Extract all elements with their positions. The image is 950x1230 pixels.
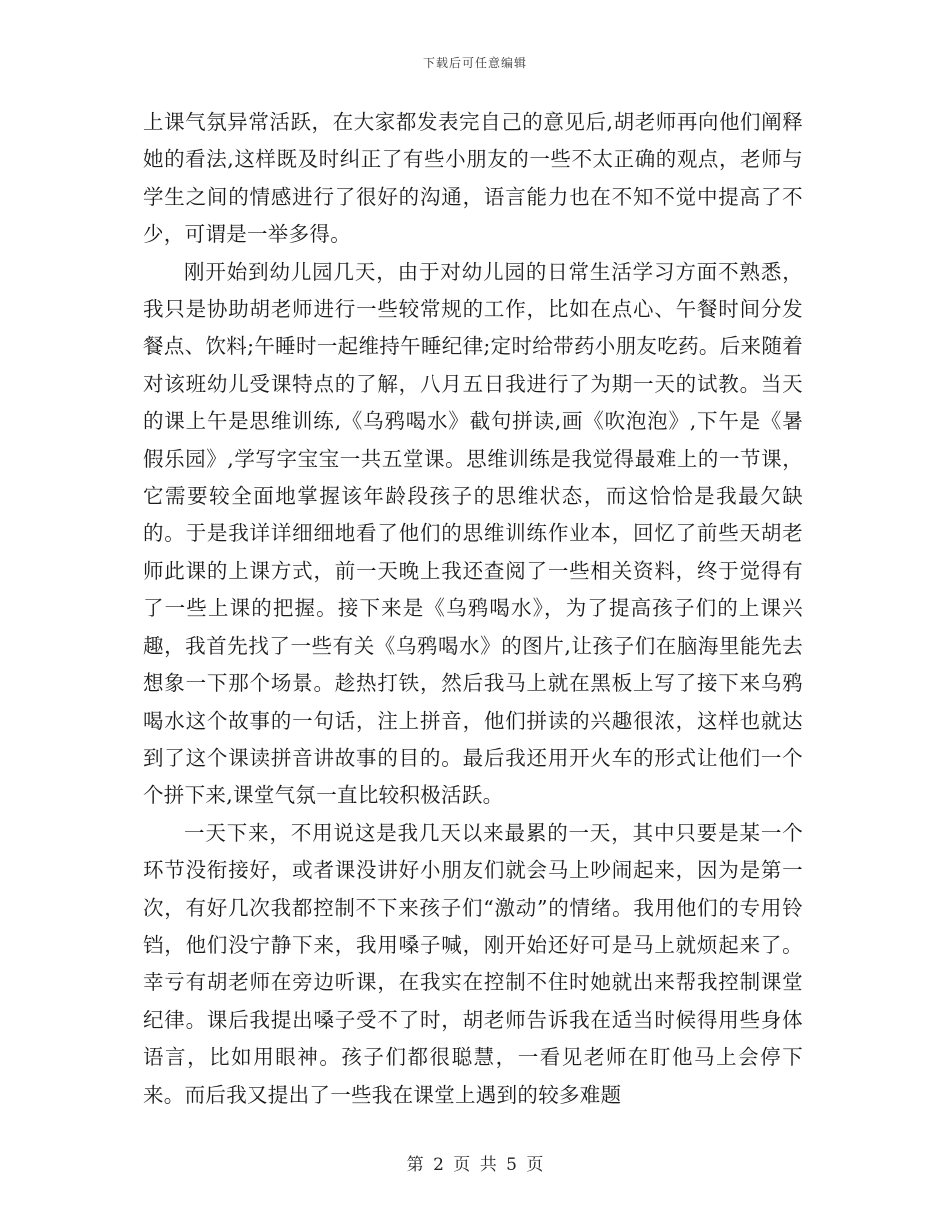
paragraph-2: 刚开始到幼儿园几天，由于对幼儿园的日常生活学习方面不熟悉，我只是协助胡老师进行一些较常规的工作，比如在点心、午餐时间分发餐点、饮料;午睡时一起维持午睡纪律;定时给带药小朋友吃药。后来随着对该班幼儿受课特点的了解，八月五日我进行了为期一天的试教。当天的课上午是思维训练,《乌鸦喝水》截句拼读,画《吹泡泡》,下午是《暑假乐园》,学写字宝宝一共五堂课。思维训练是我觉得最难上的一节课，它需要较全面地掌握该年龄段孩子的思维状态，而这恰恰是我最欠缺的。于是我详详细细地看了他们的思维训练作业本，回忆了前些天胡老师此课的上课方式，前一天晚上我还查阅了一些相关资料，终于觉得有了一些上课的把握。接下来是《乌鸦喝水》，为了提高孩子们的上课兴趣，我首先找了一些有关《乌鸦喝水》的图片,让孩子们在脑海里能先去想象一下那个场景。趁热打铁，然后我马上就在黑板上写了接下来乌鸦喝水这个故事的一句话，注上拼音，他们拼读的兴趣很浓，这样也就达到了这个课读拼音讲故事的目的。最后我还用开火车的形式让他们一个个拼下来,课堂气氛一直比较积极活跃。	[143, 259, 803, 808]
paragraph-3: 一天下来，不用说这是我几天以来最累的一天，其中只要是某一个环节没衔接好，或者课没讲好小朋友们就会马上吵闹起来，因为是第一次，有好几次我都控制不下来孩子们“激动”的情绪。我用他们的专用铃铛，他们没宁静下来，我用嗓子喊，刚开始还好可是马上就烦起来了。幸亏有胡老师在旁边听课，在我实在控制不住时她就出来帮我控制课堂纪律。课后我提出嗓子受不了时，胡老师告诉我在适当时候得用些身体语言，比如用眼神。孩子们都很聪慧，一看见老师在盯他马上会停下来。而后我又提出了一些我在课堂上遇到的较多难题	[143, 820, 803, 1107]
document-body	[143, 104, 803, 1114]
page-footer: 第 2 页 共 5 页	[406, 1155, 544, 1175]
paragraph-1: 上课气氛异常活跃，在大家都发表完自己的意见后,胡老师再向他们阐释她的看法,这样既及时纠正了有些小朋友的一些不太正确的观点，老师与学生之间的情感进行了很好的沟通，语言能力也在不知不觉中提高了不少，可谓是一举多得。	[143, 110, 803, 247]
page-header: 下载后可任意编辑	[422, 56, 527, 70]
